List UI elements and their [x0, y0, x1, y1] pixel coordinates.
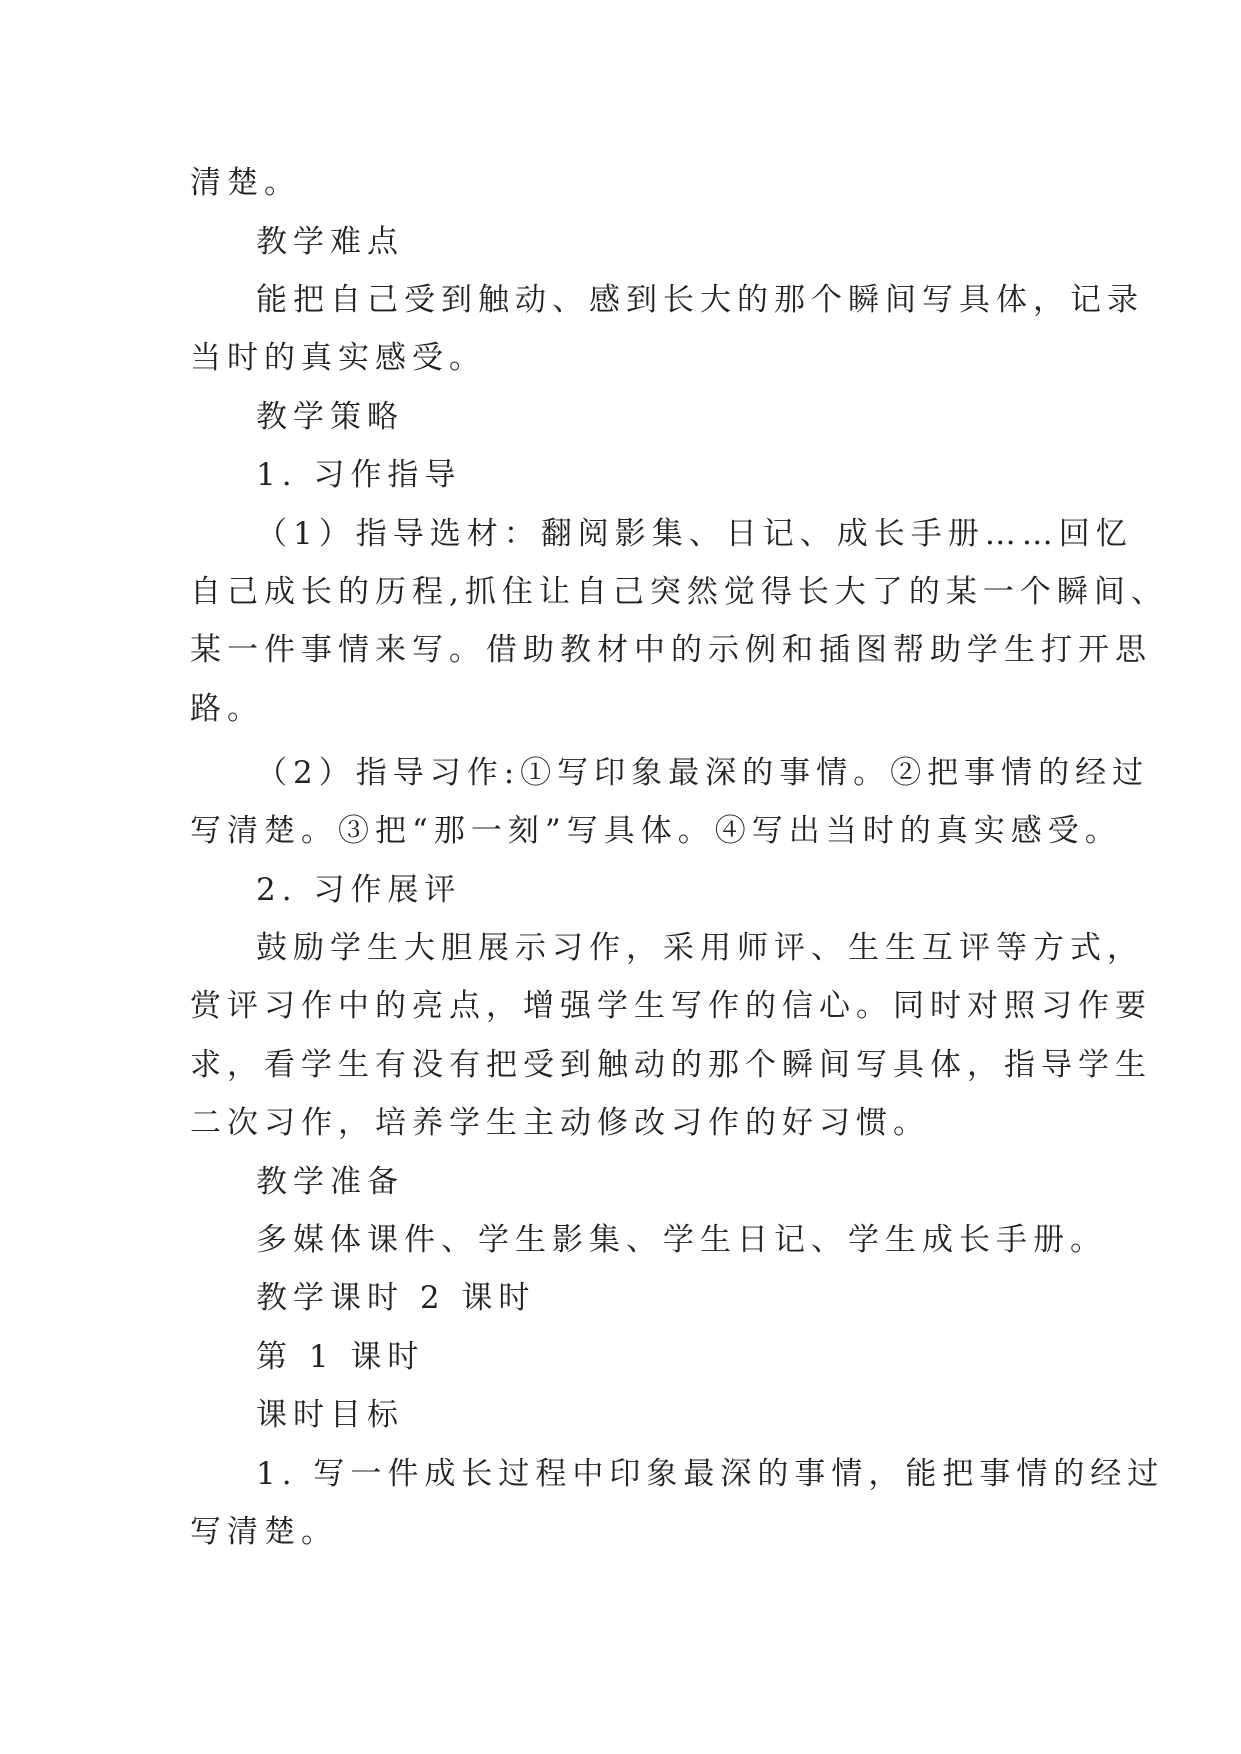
text-line: 某一件事情来写。借助教材中的示例和插图帮助学生打开思: [190, 632, 1152, 668]
text-line: 赏评习作中的亮点，增强学生写作的信心。同时对照习作要: [190, 988, 1152, 1024]
text-line: （2）指导习作:①写印象最深的事情。②把事情的经过: [256, 755, 1150, 791]
text-line: 当时的真实感受。: [190, 340, 486, 376]
text-line: 多媒体课件、学生影集、学生日记、学生成长手册。: [256, 1222, 1107, 1258]
text-line: 清楚。: [190, 165, 301, 201]
text-line: 写清楚。: [190, 1514, 338, 1550]
lesson-one-heading: 第 1 课时: [256, 1339, 425, 1375]
text-line: 写清楚。③把“那一刻”写具体。④写出当时的真实感受。: [190, 813, 1122, 849]
text-line: 自己成长的历程,抓住让自己突然觉得长大了的某一个瞬间、: [190, 574, 1168, 610]
section-heading-teaching-strategy: 教学策略: [256, 399, 404, 435]
text-line: 1. 写一件成长过程中印象最深的事情，能把事情的经过: [256, 1456, 1165, 1492]
text-line: （1）指导选材：翻阅影集、日记、成长手册……回忆: [256, 516, 1133, 552]
text-line: 求，看学生有没有把受到触动的那个瞬间写具体，指导学生: [190, 1047, 1152, 1083]
teaching-periods-line: 教学课时 2 课时: [256, 1280, 536, 1316]
text-line: 二次习作，培养学生主动修改习作的好习惯。: [190, 1105, 930, 1141]
text-line: 能把自己受到触动、感到长大的那个瞬间写具体，记录: [256, 282, 1144, 318]
subheading-writing-guidance: 1. 习作指导: [256, 457, 462, 493]
subheading-writing-showcase: 2. 习作展评: [256, 872, 462, 908]
text-line: 路。: [190, 691, 264, 727]
section-heading-teaching-difficulty: 教学难点: [256, 224, 404, 260]
section-heading-lesson-objectives: 课时目标: [256, 1397, 404, 1433]
text-line: 鼓励学生大胆展示习作，采用师评、生生互评等方式，: [256, 930, 1144, 966]
section-heading-teaching-preparation: 教学准备: [256, 1164, 404, 1200]
